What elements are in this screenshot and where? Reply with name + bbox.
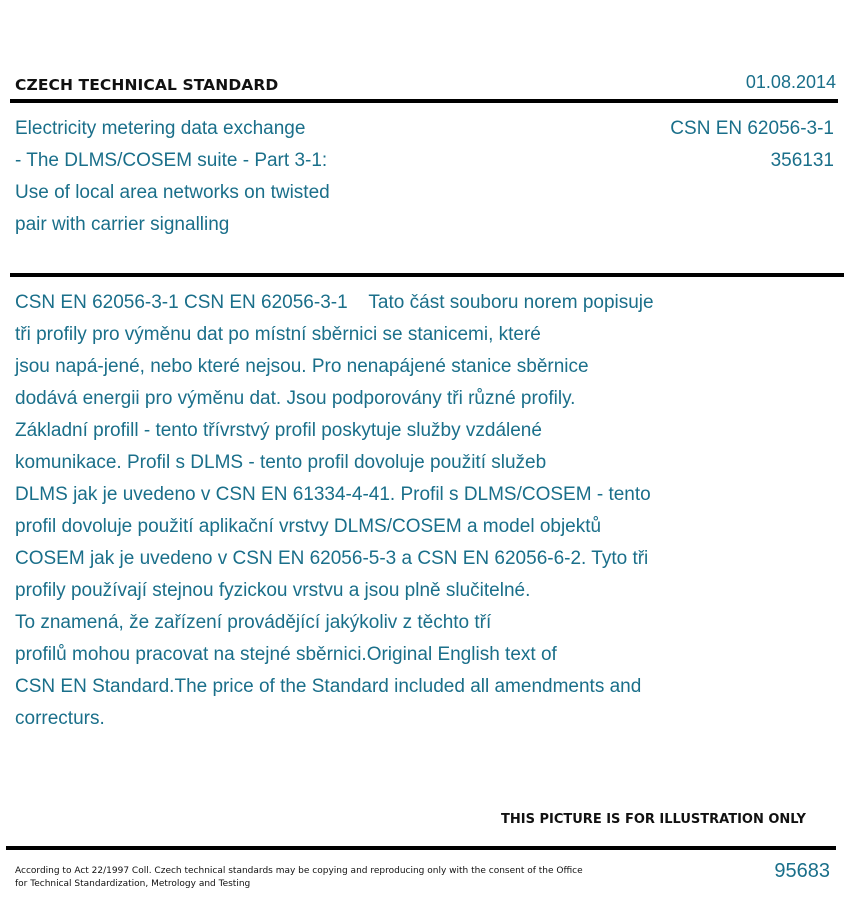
abstract-line: Základní profill - tento třívrstvý profil poskytuje služby vzdálené [15,420,542,441]
abstract-line: correcturs. [15,708,105,729]
illustration-notice: THIS PICTURE IS FOR ILLUSTRATION ONLY [501,812,806,827]
title-line: - The DLMS/COSEM suite - Part 3-1: [15,150,328,171]
title-line: Use of local area networks on twisted [15,182,330,203]
abstract-line: To znamená, že zařízení provádějící jakýkoliv z těchto tří [15,612,492,633]
abstract-line: profil dovoluje použití aplikační vrstvy DLMS/COSEM a model objektů [15,516,602,537]
abstract-line: tři profily pro výměnu dat po místní sběrnici se stanicemi, které [15,324,541,345]
standard-title [15,113,435,241]
abstract-line: CSN EN Standard.The price of the Standard included all amendments and [15,676,642,697]
legal-notice [15,865,595,891]
abstract-line: COSEM jak je uvedeno v CSN EN 62056-5-3 a CSN EN 62056-6-2. Tyto tři [15,548,649,569]
abstract-text [15,287,755,735]
abstract-line: dodává energii pro výměnu dat. Jsou podporovány tři různé profily. [15,388,576,409]
class-number: 356131 [770,150,834,171]
standard-code: CSN EN 62056-3-1 [670,118,834,139]
abstract-line: DLMS jak je uvedeno v CSN EN 61334-4-41. Profil s DLMS/COSEM - tento [15,484,651,505]
title-divider [10,273,844,277]
standard-codes [670,113,834,177]
abstract-line: komunikace. Profil s DLMS - tento profil dovoluje použití služeb [15,452,547,473]
publication-date: 01.08.2014 [745,72,836,92]
title-line: pair with carrier signalling [15,214,230,235]
document-type-label: CZECH TECHNICAL STANDARD [15,76,279,94]
document-number: 95683 [774,860,830,882]
header-divider [10,99,838,103]
footer-divider [6,846,836,850]
abstract-line: profilů mohou pracovat na stejné sběrnici.Original English text of [15,644,557,665]
title-line: Electricity metering data exchange [15,118,306,139]
legal-line: According to Act 22/1997 Coll. Czech technical standards may be copying and reproducing only with the consent of the Office [15,866,583,876]
legal-line: for Technical Standardization, Metrology and Testing [15,879,251,889]
abstract-line: CSN EN 62056-3-1 CSN EN 62056-3-1 Tato část souboru norem popisuje [15,292,654,313]
abstract-line: profily používají stejnou fyzickou vrstvu a jsou plně slučitelné. [15,580,531,601]
abstract-line: jsou napá-jené, nebo které nejsou. Pro nenapájené stanice sběrnice [15,356,589,377]
